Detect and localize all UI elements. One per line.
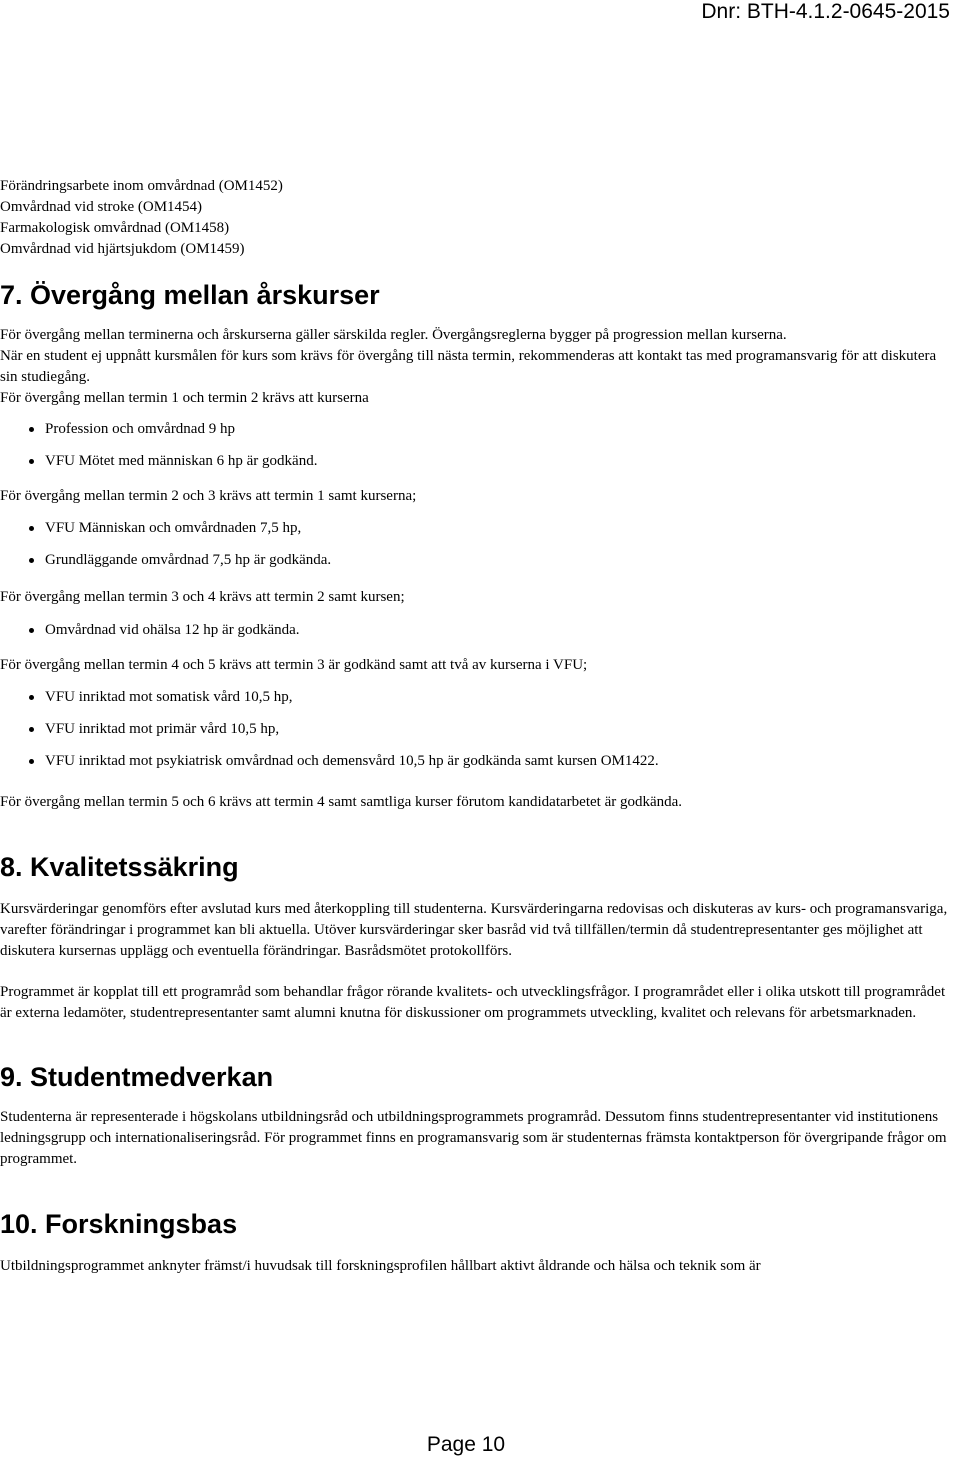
- list-item: VFU inriktad mot psykiatrisk omvårdnad och demensvård 10,5 hp är godkända samt kursen OM1422.: [0, 751, 955, 772]
- section-8-paragraph-1: Kursvärderingar genomförs efter avslutad kurs med återkoppling till studenterna. Kursvärderingarna redovisas och diskuteras av kurs- och programansvariga, varefter förändringar i programmet kan bli aktuella. Utöver kursvärderingar sker basråd vid två tillfällen/termin då studentrepresentanter ges möjlighet att diskutera kursernas upplägg och eventuella förändringar. Basrådsmötet protokollförs.: [0, 901, 948, 959]
- list-item: Profession och omvårdnad 9 hp: [0, 419, 955, 440]
- list-item: VFU inriktad mot primär vård 10,5 hp,: [0, 719, 955, 740]
- section-7-note: När en student ej uppnått kursmålen för kurs som krävs för övergång till nästa termin, rekommenderas att kontakt tas med programansvarig för att diskutera sin studiegång.: [0, 348, 937, 385]
- transition-5-6-text: För övergång mellan termin 5 och 6 krävs att termin 4 samt samtliga kurser förutom kandidatarbetet är godkända.: [0, 794, 683, 810]
- section-9-paragraph: Studenterna är representerade i högskolans utbildningsråd och utbildningsprogrammets programråd. Dessutom finns studentrepresentanter vid institutionens ledningsgrupp och internationaliseringsråd. För programmet finns en programansvarig som är studenternas främsta kontaktperson för övergripande frågor om programmet.: [0, 1109, 947, 1167]
- document-number: Dnr: BTH-4.1.2-0645-2015: [701, 0, 950, 23]
- section-10-paragraph: Utbildningsprogrammet anknyter främst/i huvudsak till forskningsprofilen hållbart aktivt åldrande och hälsa och teknik som är: [0, 1258, 761, 1274]
- transition-1-2-text: För övergång mellan termin 1 och termin 2 krävs att kurserna: [0, 390, 369, 406]
- transition-2-3-list: [0, 518, 955, 571]
- section-8-paragraph-2: Programmet är kopplat till ett programråd som behandlar frågor rörande kvalitets- och utvecklingsfrågor. I programrådet eller i olika utskott till programrådet är externa ledamöter, studentrepresentanter samt alumni knutna för diskussioner om programmets utveckling, kvalitet och relevans för arbetsmarknaden.: [0, 984, 946, 1021]
- transition-2-3-text: För övergång mellan termin 2 och 3 krävs att termin 1 samt kurserna;: [0, 488, 417, 504]
- course-line: Farmakologisk omvårdnad (OM1458): [0, 220, 230, 236]
- list-item: VFU Människan och omvårdnaden 7,5 hp,: [0, 518, 955, 539]
- section-8-heading: 8. Kvalitetssäkring: [0, 852, 239, 882]
- course-list: [0, 176, 955, 260]
- transition-1-2-list: [0, 419, 955, 472]
- transition-4-5-text: För övergång mellan termin 4 och 5 krävs att termin 3 är godkänd samt att två av kurserna i VFU;: [0, 657, 588, 673]
- transition-4-5-list: [0, 687, 955, 772]
- list-item: Omvårdnad vid ohälsa 12 hp är godkända.: [0, 620, 955, 641]
- section-7-intro: För övergång mellan terminerna och årskurserna gäller särskilda regler. Övergångsreglerna bygger på progression mellan kurserna.: [0, 327, 787, 343]
- course-line: Omvårdnad vid stroke (OM1454): [0, 199, 203, 215]
- page-number: Page 10: [426, 1433, 506, 1456]
- list-item: Grundläggande omvårdnad 7,5 hp är godkända.: [0, 550, 955, 571]
- transition-3-4-list: [0, 620, 955, 641]
- transition-3-4-text: För övergång mellan termin 3 och 4 krävs att termin 2 samt kursen;: [0, 589, 405, 605]
- course-line: Omvårdnad vid hjärtsjukdom (OM1459): [0, 241, 245, 257]
- list-item: VFU Mötet med människan 6 hp är godkänd.: [0, 451, 955, 472]
- course-line: Förändringsarbete inom omvårdnad (OM1452): [0, 178, 283, 194]
- page-content: [0, 176, 955, 1277]
- section-10-heading: 10. Forskningsbas: [0, 1209, 238, 1239]
- list-item: VFU inriktad mot somatisk vård 10,5 hp,: [0, 687, 955, 708]
- section-7-heading: 7. Övergång mellan årskurser: [0, 280, 380, 310]
- section-9-heading: 9. Studentmedverkan: [0, 1062, 274, 1092]
